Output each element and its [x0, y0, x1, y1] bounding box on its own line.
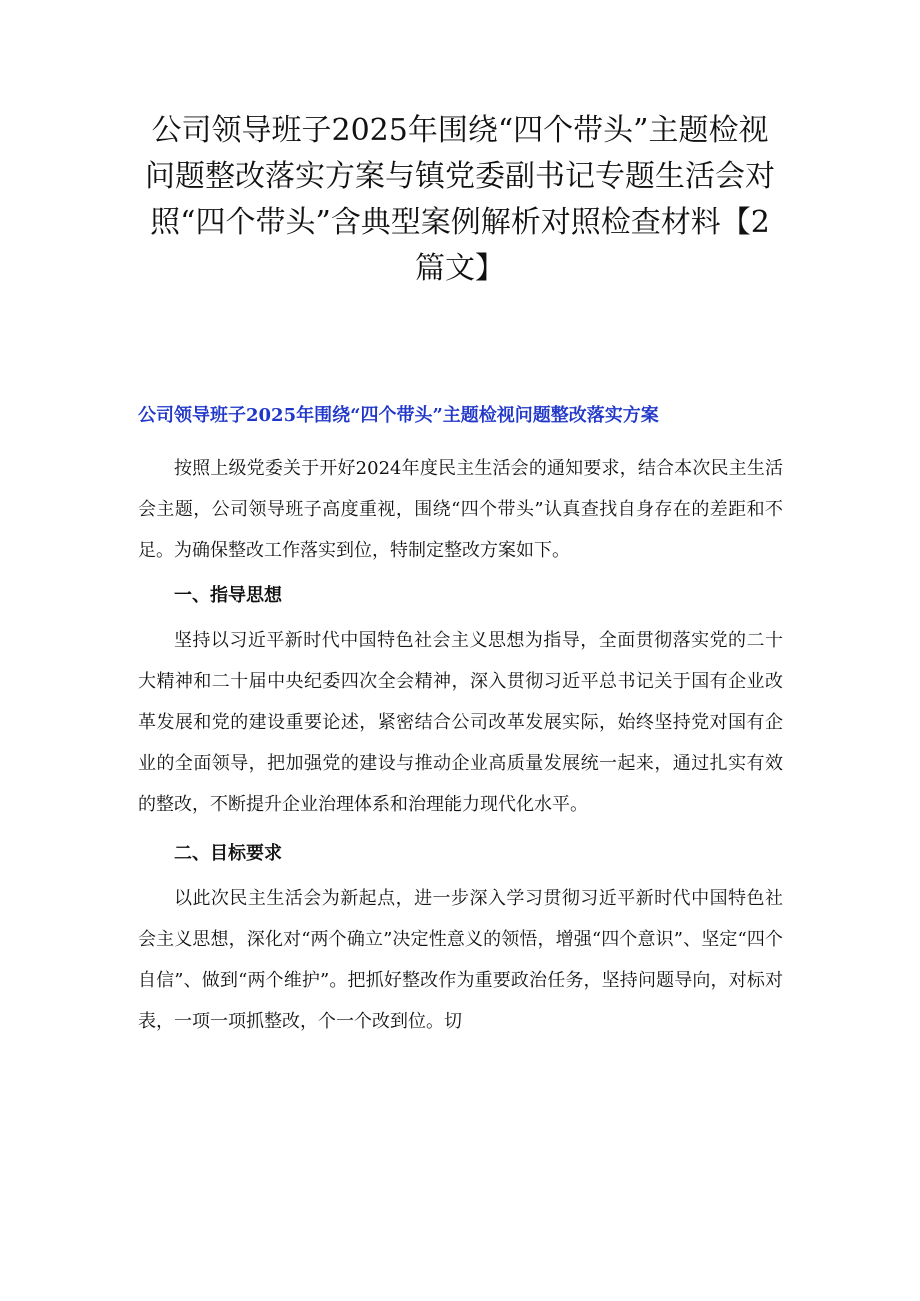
spacer — [138, 825, 783, 833]
article-title: 公司领导班子2025年围绕“四个带头”主题检视问题整改落实方案 — [138, 405, 659, 426]
document-title: 公司领导班子2025年围绕“四个带头”主题检视问题整改落实方案与镇党委副书记专题生活会对照“四个带头”含典型案例解析对照检查材料【2篇文】 — [145, 113, 775, 286]
article — [138, 398, 783, 1042]
section-body-guiding-ideology: 坚持以习近平新时代中国特色社会主义思想为指导，全面贯彻落实党的二十大精神和二十届中央纪委四次全会精神，深入贯彻习近平总书记关于国有企业改革发展和党的建设重要论述，紧密结合公司改革发展实际，始终坚持党对国有企业的全面领导，把加强党的建设与推动企业高质量发展统一起来，通过扎实有效的整改，不断提升企业治理体系和治理能力现代化水平。 — [138, 630, 783, 815]
intro-paragraph: 按照上级党委关于开好2024年度民主生活会的通知要求，结合本次民主生活会主题，公司领导班子高度重视，围绕“四个带头”认真查找自身存在的差距和不足。为确保整改工作落实到位，特制定整改方案如下。 — [138, 458, 783, 561]
section-body-objectives: 以此次民主生活会为新起点，进一步深入学习贯彻习近平新时代中国特色社会主义思想，深化对“两个确立”决定性意义的领悟，增强“四个意识”、坚定“四个自信”、做到“两个维护”。把抓好整改作为重要政治任务，坚持问题导向，对标对表，一项一项抓整改，个一个改到位。切 — [138, 888, 783, 1032]
section-heading-guiding-ideology: 一、指导思想 — [174, 585, 282, 606]
section-heading-objectives: 二、目标要求 — [174, 843, 282, 864]
